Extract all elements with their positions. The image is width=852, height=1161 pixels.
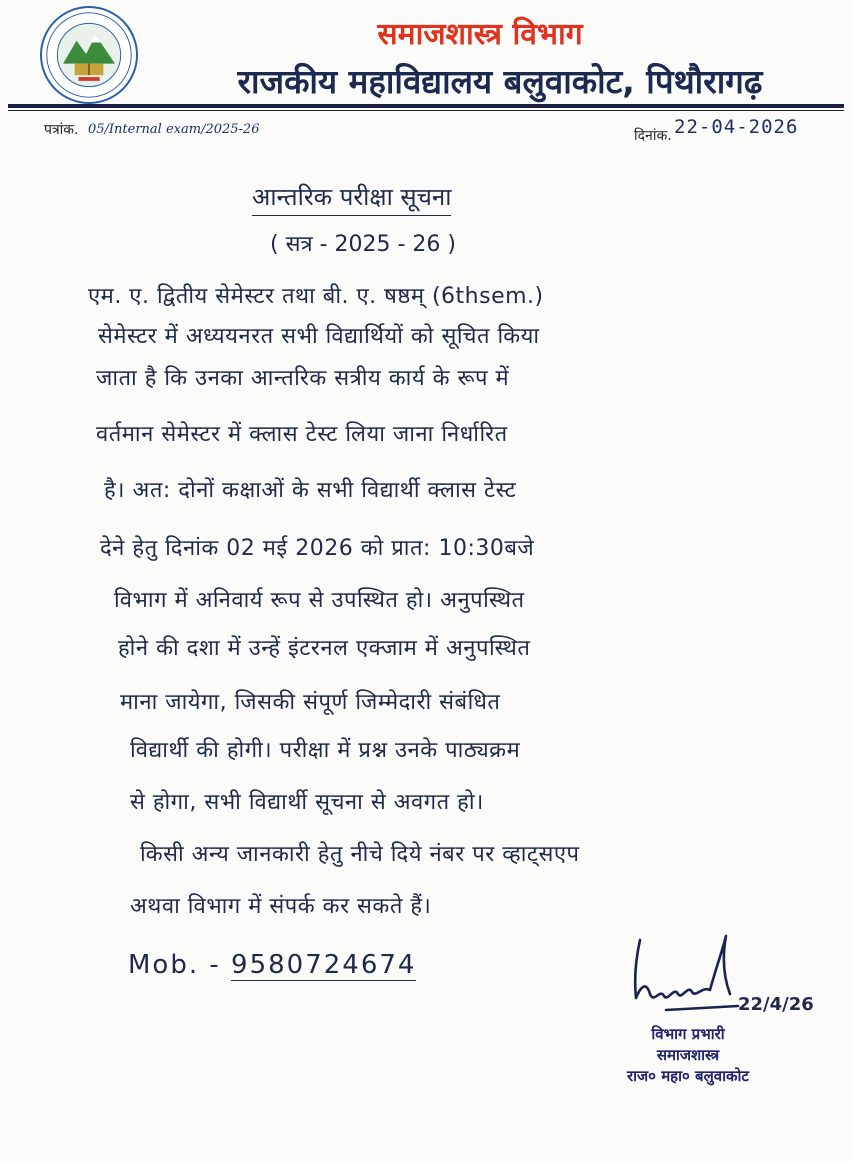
signature-date: 22/4/26 <box>738 994 814 1015</box>
stamp-line-department: समाजशास्त्र <box>656 1046 720 1064</box>
college-emblem-icon <box>40 6 138 104</box>
stamp-line-college: राज० महा० बलुवाकोट <box>627 1067 749 1085</box>
handwritten-signature-icon <box>626 928 746 1016</box>
college-title: राजकीय महाविद्यालय बलुवाकोट, पिथौरागढ़ <box>237 62 763 101</box>
mobile-label: Mob. - <box>128 950 221 980</box>
notice-line-12: किसी अन्य जानकारी हेतु नीचे दिये नंबर पर व्हाट्सएप <box>140 842 580 867</box>
reference-label: पत्रांक. <box>44 122 79 138</box>
notice-line-8: होने की दशा में उन्हें इंटरनल एक्जाम में अनुपस्थित <box>118 636 531 661</box>
date-label: दिनांक. <box>634 128 672 144</box>
notice-line-4: वर्तमान सेमेस्टर में क्लास टेस्ट लिया जाना निर्धारित <box>96 422 508 447</box>
department-title: समाजशास्त्र विभाग <box>377 17 583 52</box>
notice-line-1: एम. ए. द्वितीय सेमेस्टर तथा बी. ए. षष्ठम् (6thsem.) <box>88 284 544 309</box>
notice-line-2: सेमेस्टर में अध्ययनरत सभी विद्यार्थियों को सूचित किया <box>98 324 540 349</box>
notice-line-7: विभाग में अनिवार्य रूप से उपस्थित हो। अनुपस्थित <box>114 588 525 613</box>
mobile-contact <box>128 950 416 980</box>
header-divider <box>8 104 844 108</box>
mobile-number: 9580724674 <box>231 950 417 980</box>
notice-line-6: देने हेतु दिनांक 02 मई 2026 को प्रात: 10:30बजे <box>100 536 535 561</box>
reference-number: 05/Internal exam/2025-26 <box>88 122 260 137</box>
stamp-line-designation: विभाग प्रभारी <box>651 1025 725 1043</box>
header-divider-thin <box>8 110 844 111</box>
department-stamp <box>588 1024 788 1087</box>
notice-line-9: माना जायेगा, जिसकी संपूर्ण जिम्मेदारी संबंधित <box>120 690 501 715</box>
notice-line-11: से होगा, सभी विद्यार्थी सूचना से अवगत हो। <box>130 790 484 815</box>
session-text: ( सत्र - 2025 - 26 ) <box>270 232 457 257</box>
notice-line-3: जाता है कि उनका आन्तरिक सत्रीय कार्य के रूप में <box>96 366 510 391</box>
notice-line-13: अथवा विभाग में संपर्क कर सकते हैं। <box>130 894 432 919</box>
notice-line-10: विद्यार्थी की होगी। परीक्षा में प्रश्न उनके पाठ्यक्रम <box>130 738 521 763</box>
notice-heading: आन्तरिक परीक्षा सूचना <box>252 180 451 216</box>
date-value: 22-04-2026 <box>674 116 799 138</box>
notice-line-5: है। अत: दोनों कक्षाओं के सभी विद्यार्थी क्लास टेस्ट <box>104 478 517 503</box>
